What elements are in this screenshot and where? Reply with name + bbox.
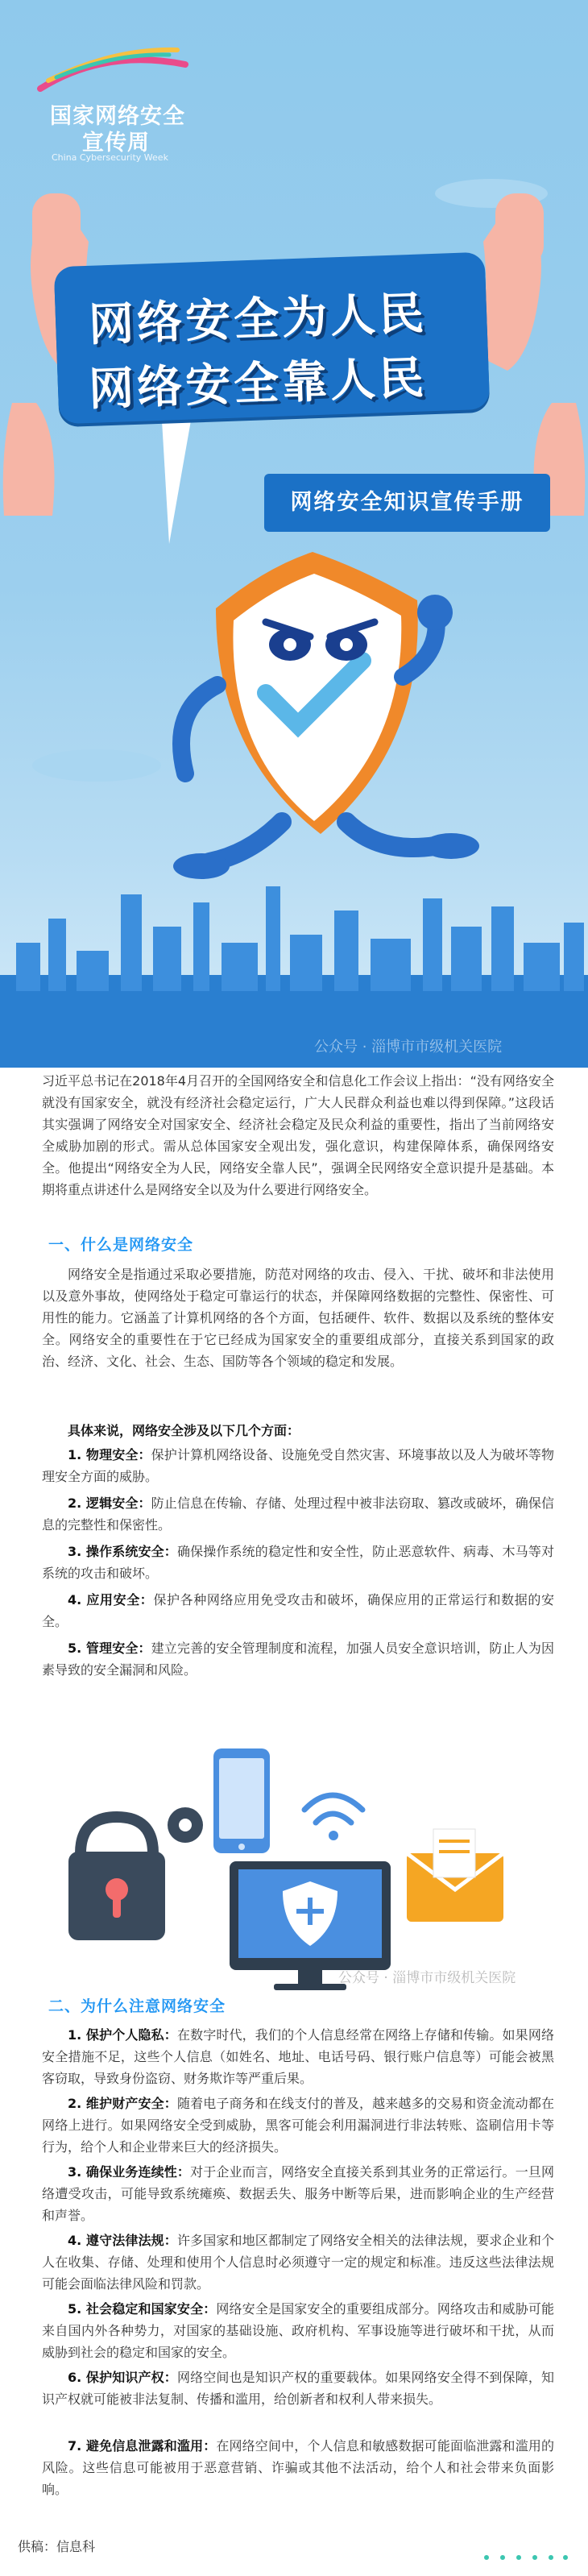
section2-item <box>42 2367 554 2410</box>
section2-item <box>42 2161 554 2226</box>
section1-item <box>42 1444 554 1487</box>
section2-item <box>42 2093 554 2158</box>
hero-poster <box>0 0 588 1068</box>
item-label: 2. 维护财产安全： <box>68 2096 177 2111</box>
item-text: 随着电子商务和在线支付的普及，越来越多的交易和资金流动都在网络上进行。如果网络安全受到威胁，黑客可能会利用漏洞进行非法转账、盗刷信用卡等行为，给个人和企业带来巨大的经济损失。 <box>42 2096 554 2155</box>
logo-english: China Cybersecurity Week <box>52 152 168 163</box>
phone-icon <box>213 1748 270 1853</box>
gear-icon <box>168 1807 203 1843</box>
item-label: 4. 遵守法律法规： <box>68 2233 177 2248</box>
section1-heading: 一、什么是网络安全 <box>48 1236 194 1254</box>
item-text: 保护计算机网络设备、设施免受自然灾害、环境事故以及人为破坏等物理安全方面的威胁。 <box>42 1447 554 1484</box>
lock-icon <box>68 1817 165 1940</box>
shield-mascot <box>173 552 479 879</box>
item-label: 5. 管理安全： <box>68 1641 151 1656</box>
security-illustration <box>0 1732 588 2006</box>
item-text: 网络空间也是知识产权的重要载体。如果网络安全得不到保障，知识产权就可能被非法复制、传播和滥用，给创新者和权利人带来损失。 <box>42 2370 554 2407</box>
item-label: 7. 避免信息泄露和滥用： <box>68 2438 217 2454</box>
item-text: 建立完善的安全管理制度和流程，加强人员安全意识培训，防止人为因素导致的安全漏洞和风险。 <box>42 1641 554 1678</box>
hero-watermark: 公众号 · 淄博市市级机关医院 <box>314 1039 503 1056</box>
section2-item <box>42 2024 554 2089</box>
mail-icon <box>407 1829 503 1922</box>
item-label: 3. 确保业务连续性： <box>68 2164 191 2180</box>
item-label: 3. 操作系统安全： <box>68 1544 177 1559</box>
logo-subtitle: 宣传周 <box>82 131 150 156</box>
cyberweek-logo-mark <box>40 50 185 89</box>
section2-item <box>42 2298 554 2363</box>
item-label: 1. 保护个人隐私： <box>68 2027 177 2043</box>
item-label: 1. 物理安全： <box>68 1447 151 1462</box>
section1-item <box>42 1637 554 1681</box>
item-text: 确保操作系统的稳定性和安全性，防止恶意软件、病毒、木马等对系统的攻击和破坏。 <box>42 1544 554 1581</box>
section1-subheading: 具体来说，网络安全涉及以下几个方面： <box>68 1423 300 1438</box>
section1-item <box>42 1492 554 1536</box>
section1-item <box>42 1589 554 1632</box>
item-label: 5. 社会稳定和国家安全： <box>68 2301 217 2317</box>
author-credit: 供稿：信息科 <box>18 2539 96 2554</box>
section2-item <box>42 2230 554 2295</box>
section1-paragraph: 网络安全是指通过采取必要措施，防范对网络的攻击、侵入、干扰、破坏和非法使用以及意外事故，使网络处于稳定可靠运行的状态，并保障网络数据的完整性、保密性、可用性的能力。它涵盖了计算机网络的各个方面，包括硬件、软件、数据以及系统的整体安全。网络安全的重要性在于它已经成为国家安全的重要组成部分，直接关系到国家的政治、经济、文化、社会、生态、国防等各个领域的稳定和发展。 <box>42 1267 554 1369</box>
item-label: 2. 逻辑安全： <box>68 1495 151 1511</box>
item-text: 保护各种网络应用免受攻击和破坏，确保应用的正常运行和数据的安全。 <box>42 1592 554 1629</box>
logo-title: 国家网络安全 <box>50 104 185 129</box>
item-text: 在数字时代，我们的个人信息经常在网络上存储和传输。如果网络安全措施不足，这些个人信息（如姓名、地址、电话号码、银行账户信息等）可能会被黑客窃取，导致身份盗窃、财务欺诈等严重后果。 <box>42 2027 554 2086</box>
section1-item <box>42 1541 554 1584</box>
headline-line-1: 网络安全为人民 <box>88 287 429 352</box>
headline-line-2: 网络安全靠人民 <box>88 351 429 417</box>
item-text: 在网络空间中，个人信息和敏感数据可能面临泄露和滥用的风险。这些信息可能被用于恶意营销、诈骗或其他不法活动，给个人和社会带来负面影响。 <box>42 2438 554 2497</box>
item-label: 6. 保护知识产权： <box>68 2370 177 2385</box>
item-label: 4. 应用安全： <box>68 1592 154 1607</box>
intro-paragraph: 习近平总书记在2018年4月召开的全国网络安全和信息化工作会议上指出：“没有网络安全就没有国家安全，就没有经济社会稳定运行，广大人民群众利益也难以得到保障。”这段话其实强调了网络安全对国家安全、经济社会稳定及民众利益的重要性，指出了当前网络安全威胁加剧的形式。需从总体国家安全观出发，强化意识，构建保障体系，确保网络安全。他提出“网络安全为人民，网络安全靠人民”，强调全民网络安全意识提升是基础。本期将重点讲述什么是网络安全以及为什么要进行网络安全。 <box>42 1073 554 1197</box>
section2-item <box>42 2435 554 2500</box>
illustration-watermark: 公众号 · 淄博市市级机关医院 <box>338 1970 516 1986</box>
decorative-dots <box>482 2553 570 2562</box>
manual-label: 网络安全知识宣传手册 <box>264 474 550 532</box>
item-text: 防止信息在传输、存储、处理过程中被非法窃取、篡改或破坏，确保信息的完整性和保密性。 <box>42 1495 554 1533</box>
item-text: 许多国家和地区都制定了网络安全相关的法律法规，要求企业和个人在收集、存储、处理和使用个人信息时必须遵守一定的规定和标准。违反这些法律法规可能会面临法律风险和罚款。 <box>42 2233 554 2292</box>
item-text: 对于企业而言，网络安全直接关系到其业务的正常运行。一旦网络遭受攻击，可能导致系统瘫痪、数据丢失、服务中断等后果，进而影响企业的生产经营和声誉。 <box>42 2164 554 2223</box>
section2-heading: 二、为什么注意网络安全 <box>48 1997 226 2015</box>
item-text: 网络安全是国家安全的重要组成部分。网络攻击和威胁可能来自国内外各种势力，对国家的基础设施、政府机构、军事设施等进行破坏和干扰，从而威胁到社会的稳定和国家的安全。 <box>42 2301 554 2360</box>
wifi-icon <box>304 1795 362 1840</box>
